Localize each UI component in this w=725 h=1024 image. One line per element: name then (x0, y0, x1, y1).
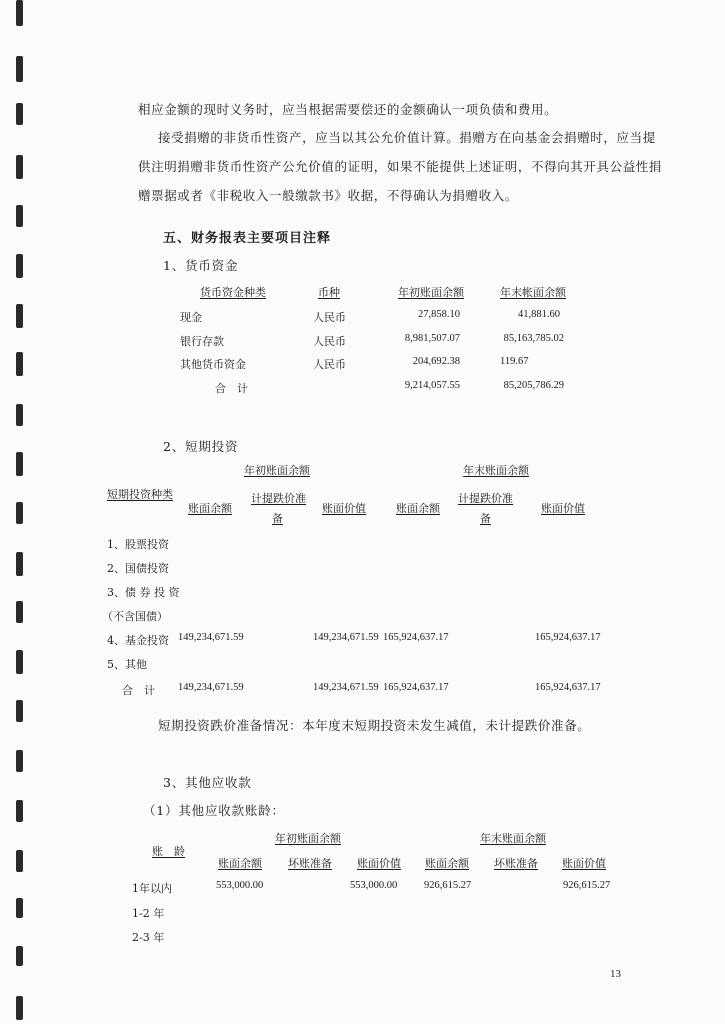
cash-header-currency: 币种 (318, 286, 340, 299)
si-row-b-value: 149,234,671.59 (313, 632, 379, 643)
si-col-prov-suffix: 备 (272, 512, 283, 525)
other-recv-title: 3、其他应收款 (163, 775, 252, 790)
binding-hole (16, 996, 23, 1020)
or-group-end: 年末账面余额 (480, 832, 546, 845)
si-col-value: 账面价值 (322, 502, 366, 515)
si-group-begin: 年初账面余额 (244, 464, 310, 477)
binding-hole (16, 452, 23, 476)
cash-header-type: 货币资金种类 (200, 286, 266, 299)
si-col-value: 账面价值 (541, 502, 585, 515)
cash-header-end: 年末帐面余额 (500, 286, 566, 299)
binding-hole (16, 502, 23, 524)
or-age-header: 账 龄 (152, 845, 185, 858)
cash-row-currency: 人民币 (313, 335, 346, 348)
or-group-begin: 年初账面余额 (275, 832, 341, 845)
binding-hole (16, 750, 23, 772)
or-col: 账面余额 (425, 857, 469, 870)
si-col-book: 账面余额 (188, 502, 232, 515)
si-total-b-value: 149,234,671.59 (313, 682, 379, 693)
cash-row-name: 银行存款 (180, 335, 224, 348)
si-type-header: 短期投资种类 (107, 488, 173, 501)
binding-hole (16, 352, 23, 376)
binding-hole (16, 898, 23, 918)
binding-hole (16, 205, 23, 227)
or-row-e-value: 926,615.27 (563, 880, 611, 891)
cash-total-end: 85,205,786.29 (503, 380, 564, 391)
or-row-label: 1-2 年 (132, 907, 165, 920)
cash-total-begin: 9,214,057.55 (404, 380, 460, 391)
si-total-e-book: 165,924,637.17 (383, 682, 449, 693)
paragraph-line-3: 供注明捐赠非货币性资产公允价值的证明，如果不能提供上述证明，不得向其开具公益性捐 (138, 159, 663, 174)
cash-header-begin: 年初账面余额 (398, 286, 464, 299)
or-row-e-book: 926,615.27 (424, 880, 472, 891)
si-row-label: 3、债 券 投 资 (107, 586, 180, 599)
si-row-label: 2、国债投资 (107, 562, 169, 575)
si-row-label: （不含国债） (102, 610, 168, 623)
binding-hole (16, 404, 23, 426)
page-number: 13 (610, 968, 621, 980)
si-row-e-value: 165,924,637.17 (535, 632, 601, 643)
si-col-prov: 计提跌价准 (251, 492, 306, 505)
si-row-label: 1、股票投资 (107, 538, 169, 551)
si-group-end: 年末账面余额 (463, 464, 529, 477)
si-total-label: 合 计 (122, 684, 155, 697)
binding-hole (16, 0, 23, 26)
binding-hole (16, 850, 23, 872)
si-row-label: 5、其他 (107, 658, 147, 671)
or-col: 账面价值 (562, 857, 606, 870)
or-row-label: 1年以内 (132, 882, 172, 895)
cash-row-begin: 8,981,507.07 (404, 333, 460, 344)
si-row-label: 4、基金投资 (107, 634, 169, 647)
paragraph-line-4: 赠票据或者《非税收入一般缴款书》收据，不得确认为捐赠收入。 (138, 188, 518, 203)
binding-hole (16, 700, 23, 722)
si-row-b-book: 149,234,671.59 (178, 632, 244, 643)
section-title: 五、财务报表主要项目注释 (163, 231, 332, 246)
or-col: 坏账准备 (494, 857, 538, 870)
cash-row-begin: 204,692.38 (412, 356, 460, 367)
paragraph-line-1: 相应金额的现时义务时，应当根据需要偿还的金额确认一项负债和费用。 (138, 102, 558, 117)
other-recv-subtitle: （1）其他应收款账龄： (143, 803, 285, 818)
binding-strip (0, 0, 28, 1024)
cash-row-begin: 27,858.10 (418, 309, 460, 320)
binding-hole (16, 601, 23, 623)
binding-hole (16, 800, 23, 822)
binding-hole (16, 155, 23, 179)
si-col-prov: 计提跌价准 (458, 492, 513, 505)
or-row-label: 2-3 年 (132, 931, 165, 944)
or-col: 账面余额 (218, 857, 262, 870)
binding-hole (16, 254, 23, 278)
binding-hole (16, 304, 23, 328)
paragraph-line-2: 接受捐赠的非货币性资产，应当以其公允价值计算。捐赠方在向基金会捐赠时，应当提 (158, 130, 656, 145)
si-col-book: 账面余额 (396, 502, 440, 515)
si-total-e-value: 165,924,637.17 (535, 682, 601, 693)
cash-row-name: 其他货币资金 (180, 358, 246, 371)
binding-hole (16, 56, 23, 82)
si-row-e-book: 165,924,637.17 (383, 632, 449, 643)
cash-row-end: 119.67 (500, 356, 529, 367)
cash-row-end: 41,881.60 (518, 309, 560, 320)
cash-total-label: 合 计 (215, 382, 248, 395)
si-note: 短期投资跌价准备情况：本年度末短期投资未发生减值，未计提跌价准备。 (158, 718, 591, 733)
binding-hole (16, 650, 23, 674)
cash-row-currency: 人民币 (313, 311, 346, 324)
cash-row-currency: 人民币 (313, 358, 346, 371)
or-col: 账面价值 (357, 857, 401, 870)
binding-hole (16, 946, 23, 966)
cash-title: 1、货币资金 (163, 258, 239, 273)
short-invest-title: 2、短期投资 (163, 439, 239, 454)
cash-row-name: 现金 (180, 311, 202, 324)
or-col: 坏账准备 (288, 857, 332, 870)
or-row-b-book: 553,000.00 (216, 880, 264, 891)
si-col-prov-suffix: 备 (480, 512, 491, 525)
si-total-b-book: 149,234,671.59 (178, 682, 244, 693)
or-row-b-value: 553,000.00 (350, 880, 398, 891)
binding-hole (16, 103, 23, 125)
binding-hole (16, 552, 23, 576)
cash-row-end: 85,163,785.02 (503, 333, 564, 344)
